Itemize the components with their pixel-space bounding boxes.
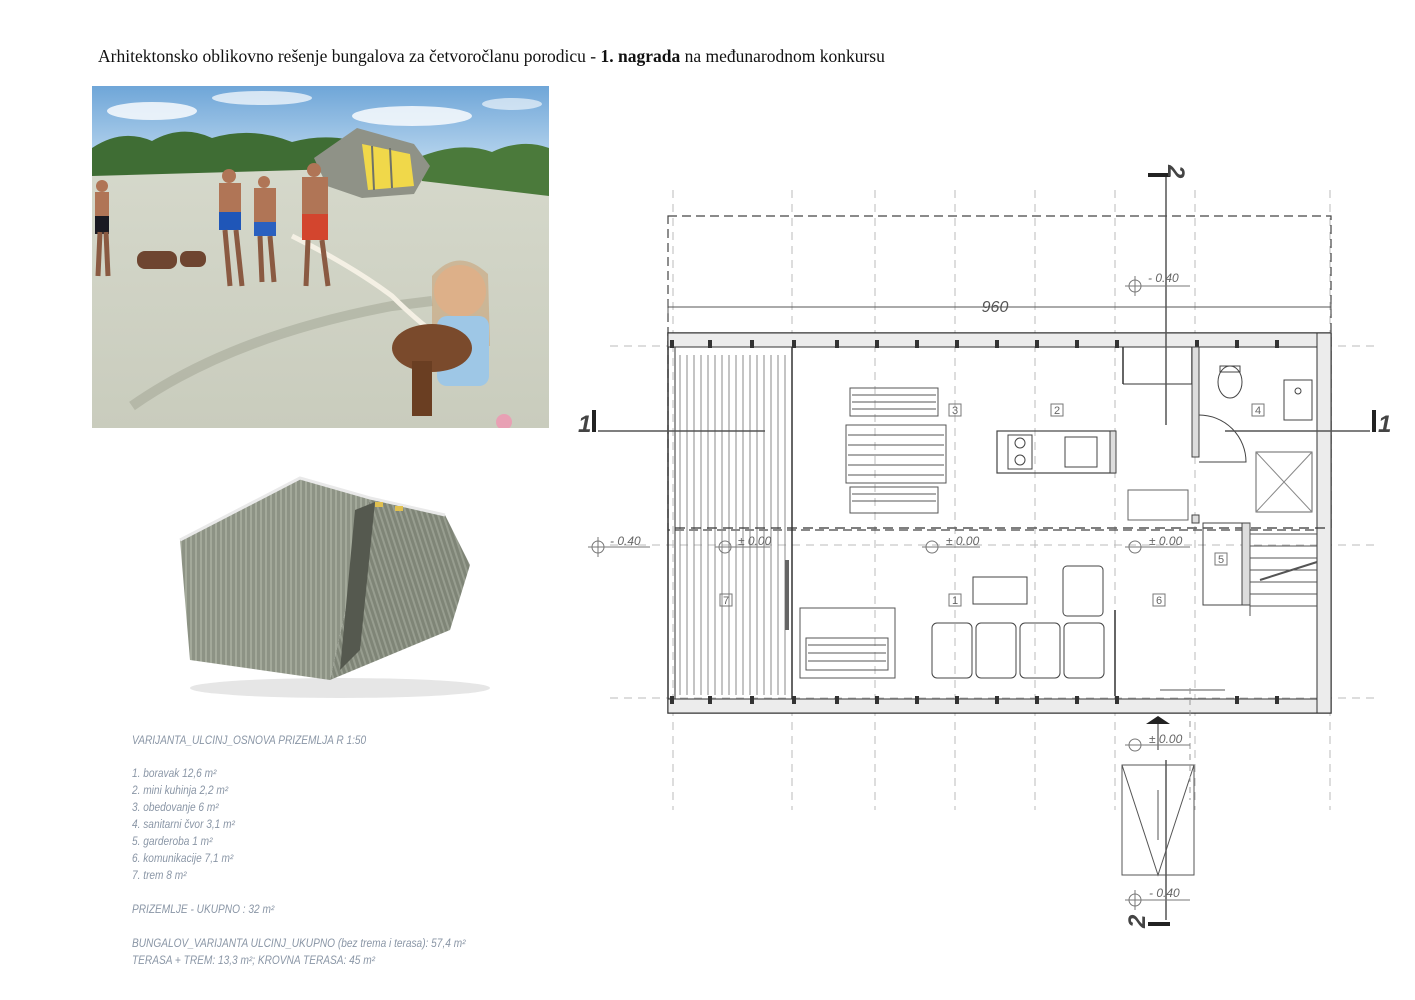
- legend-total-ground: PRIZEMLJE - UKUPNO : 32 m²: [132, 904, 275, 916]
- section-mark-left: 1: [578, 411, 592, 438]
- legend-item: 1. boravak 12,6 m²: [132, 768, 217, 780]
- section-mark-top: 2: [1162, 165, 1189, 179]
- level-label: - 0.40: [610, 534, 641, 548]
- legend-item: 6. komunikacije 7,1 m²: [132, 853, 234, 865]
- level-label: - 0.40: [1149, 886, 1180, 900]
- bungalow-render: [170, 470, 510, 700]
- room-tag: 3: [951, 405, 959, 417]
- legend-item: 4. sanitarni čvor 3,1 m²: [132, 819, 235, 831]
- room-legend: [132, 733, 510, 970]
- legend-heading: VARIJANTA_ULCINJ_OSNOVA PRIZEMLJA R 1:50: [132, 735, 367, 747]
- room-tag: 2: [1053, 405, 1061, 417]
- section-mark-bottom: 2: [1124, 914, 1151, 928]
- legend-terrace: TERASA + TREM: 13,3 m²; KROVNA TERASA: 45 m²: [132, 955, 376, 967]
- room-tag: 1: [951, 595, 959, 607]
- legend-item: 3. obedovanje 6 m²: [132, 802, 219, 814]
- grid-lines: [610, 190, 1380, 810]
- level-label: ± 0.00: [738, 534, 772, 548]
- level-label: ± 0.00: [1149, 732, 1183, 746]
- legend-total-bungalow: BUNGALOV_VARIJANTA ULCINJ_UKUPNO (bez trema i terasa): 57,4 m²: [132, 938, 466, 950]
- level-label: - 0.40: [1148, 271, 1179, 285]
- level-label: ± 0.00: [1149, 534, 1183, 548]
- level-label: ± 0.00: [946, 534, 980, 548]
- room-tag: 7: [722, 595, 730, 607]
- page-title: Arhitektonsko oblikovno rešenje bungalova za četvoročlanu porodicu - 1. nagrada na međunarodnom konkursu: [98, 46, 885, 66]
- room-tag: 4: [1254, 405, 1262, 417]
- room-tag: 5: [1217, 554, 1225, 566]
- legend-item: 2. mini kuhinja 2,2 m²: [132, 785, 229, 797]
- legend-item: 7. trem 8 m²: [132, 870, 187, 882]
- floor-plan: [570, 150, 1400, 950]
- beach-photo: [92, 86, 549, 428]
- dimension-label: 960: [981, 299, 1009, 316]
- legend-item: 5. garderoba 1 m²: [132, 836, 213, 848]
- room-tag: 6: [1155, 595, 1163, 607]
- section-mark-right: 1: [1378, 411, 1392, 438]
